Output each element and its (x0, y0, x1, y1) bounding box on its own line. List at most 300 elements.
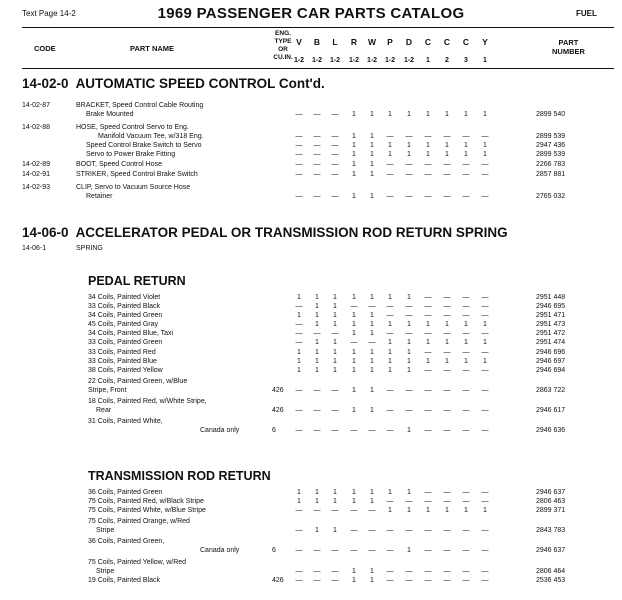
vehicle-usage-mark: 1 (352, 358, 356, 365)
part-number: 2863 722 (536, 387, 566, 394)
eng-type-line: CU.IN. (273, 54, 293, 61)
vehicle-usage-mark: — (443, 547, 451, 554)
vehicle-usage-mark: — (331, 330, 339, 337)
vehicle-usage-mark: 1 (352, 407, 356, 414)
vehicle-usage-mark: 1 (483, 151, 487, 158)
vehicle-usage-mark: — (443, 312, 451, 319)
vehicle-usage-mark: — (405, 312, 413, 319)
vehicle-usage-mark: 1 (370, 321, 374, 328)
vehicle-letter: D (405, 37, 413, 47)
vehicle-usage-mark: 1 (333, 312, 337, 319)
vehicle-usage-mark: — (295, 407, 303, 414)
vehicle-usage-mark: 1 (407, 339, 411, 346)
section-tag: FUEL (576, 9, 597, 18)
vehicle-usage-mark: — (313, 161, 321, 168)
vehicle-letter: P (387, 37, 393, 47)
vehicle-usage-mark: 1 (407, 349, 411, 356)
vehicle-usage-mark: 1 (333, 498, 337, 505)
vehicle-usage-mark: 1 (464, 321, 468, 328)
vehicle-usage-mark: 1 (333, 294, 337, 301)
vehicle-usage-mark: — (295, 568, 303, 575)
vehicle-usage-mark: — (481, 568, 489, 575)
table-row (0, 406, 622, 416)
vehicle-usage-mark: 1 (445, 339, 449, 346)
vehicle-usage-mark: 1 (388, 111, 392, 118)
vehicle-usage-mark: — (313, 111, 321, 118)
vehicle-usage-mark: — (386, 387, 394, 394)
vehicle-usage-mark: — (481, 387, 489, 394)
vehicle-letter: W (367, 37, 377, 47)
vehicle-usage-mark: — (405, 330, 413, 337)
part-description: Manifold Vacuum Tee, w/318 Eng. (98, 133, 204, 140)
vehicle-usage-mark: — (462, 577, 470, 584)
vehicle-usage-mark: 1 (352, 489, 356, 496)
vehicle-usage-mark: 1 (483, 111, 487, 118)
vehicle-usage-mark: 1 (407, 151, 411, 158)
part-number: 2946 617 (536, 407, 566, 414)
section-heading-14-02-0 (22, 76, 325, 91)
vehicle-usage-mark: 1 (370, 387, 374, 394)
vehicle-usage-mark: — (424, 367, 432, 374)
vehicle-usage-mark: 1 (426, 142, 430, 149)
vehicle-usage-mark: — (313, 133, 321, 140)
vehicle-usage-mark: 1 (315, 367, 319, 374)
vehicle-usage-mark: 1 (426, 339, 430, 346)
vehicle-usage-mark: — (481, 407, 489, 414)
vehicle-usage-mark: 1 (315, 498, 319, 505)
vehicle-usage-mark: — (481, 547, 489, 554)
vehicle-usage-mark: — (443, 193, 451, 200)
vehicle-usage-mark: — (368, 527, 376, 534)
vehicle-usage-mark: 1 (445, 321, 449, 328)
vehicle-usage-mark: 1 (483, 321, 487, 328)
vehicle-usage-mark: — (481, 303, 489, 310)
vehicle-usage-mark: — (462, 312, 470, 319)
vehicle-usage-mark: — (443, 330, 451, 337)
vehicle-usage-mark: 1 (407, 321, 411, 328)
vehicle-usage-mark: 1 (333, 367, 337, 374)
vehicle-usage-mark: 1 (297, 358, 301, 365)
vehicle-usage-mark: 1 (464, 507, 468, 514)
part-number: 2899 371 (536, 507, 566, 514)
vehicle-usage-mark: — (313, 568, 321, 575)
table-row (0, 506, 622, 516)
section-heading-14-06-0 (22, 225, 508, 240)
vehicle-usage-mark: — (424, 294, 432, 301)
vehicle-usage-mark: — (313, 193, 321, 200)
vehicle-usage-mark: — (295, 133, 303, 140)
vehicle-usage-mark: — (386, 312, 394, 319)
part-description: Rear (96, 407, 112, 414)
vehicle-usage-mark: — (462, 161, 470, 168)
vehicle-usage-mark: 1 (315, 349, 319, 356)
table-row (0, 386, 622, 396)
vehicle-usage-mark: — (386, 171, 394, 178)
part-description: Servo to Power Brake Fitting (86, 151, 176, 158)
vehicle-usage-mark: 1 (352, 367, 356, 374)
part-name-column-header: PART NAME (130, 44, 175, 53)
vehicle-usage-mark: 1 (483, 507, 487, 514)
part-number: 2946 695 (536, 303, 566, 310)
part-number: 2951 472 (536, 330, 566, 337)
vehicle-usage-mark: — (481, 312, 489, 319)
vehicle-usage-mark: — (386, 330, 394, 337)
vehicle-usage-mark: — (386, 303, 394, 310)
vehicle-usage-mark: 1 (407, 427, 411, 434)
vehicle-usage-mark: — (443, 407, 451, 414)
vehicle-usage-mark: 1 (388, 321, 392, 328)
vehicle-usage-mark: — (350, 339, 358, 346)
vehicle-series: 2 (445, 57, 449, 64)
vehicle-usage-mark: — (368, 303, 376, 310)
vehicle-usage-mark: — (405, 577, 413, 584)
part-number: 2857 881 (536, 171, 566, 178)
vehicle-series: 1-2 (403, 57, 415, 64)
vehicle-usage-mark: 1 (297, 294, 301, 301)
vehicle-usage-mark: — (462, 547, 470, 554)
part-description: BOOT, Speed Control Hose (76, 161, 162, 168)
vehicle-usage-mark: — (462, 171, 470, 178)
part-description: 31 Coils, Painted White, (88, 418, 163, 425)
table-row (0, 110, 622, 120)
table-row (0, 546, 622, 556)
vehicle-usage-mark: — (405, 133, 413, 140)
part-number: 2536 453 (536, 577, 566, 584)
part-description: Brake Mounted (86, 111, 134, 118)
vehicle-usage-mark: — (443, 294, 451, 301)
part-number: 2806 464 (536, 568, 566, 575)
vehicle-usage-mark: — (424, 407, 432, 414)
vehicle-usage-mark: 1 (352, 498, 356, 505)
table-row (0, 338, 622, 348)
vehicle-usage-mark: — (295, 193, 303, 200)
part-description: 34 Coils, Painted Blue, Taxi (88, 330, 174, 337)
vehicle-usage-mark: — (443, 427, 451, 434)
part-description: 36 Coils, Painted Green, (88, 538, 165, 545)
vehicle-usage-mark: 1 (297, 349, 301, 356)
vehicle-usage-mark: — (368, 427, 376, 434)
engine-type: 6 (272, 547, 276, 554)
vehicle-usage-mark: — (405, 407, 413, 414)
vehicle-usage-mark: — (386, 568, 394, 575)
vehicle-usage-mark: — (331, 577, 339, 584)
vehicle-usage-mark: — (331, 151, 339, 158)
part-description: 33 Coils, Painted Black (88, 303, 160, 310)
vehicle-usage-mark: — (481, 133, 489, 140)
vehicle-usage-mark: — (295, 507, 303, 514)
vehicle-usage-mark: — (295, 330, 303, 337)
part-description: Canada only (200, 547, 240, 554)
table-row (0, 426, 622, 436)
vehicle-usage-mark: — (331, 133, 339, 140)
vehicle-usage-mark: — (295, 151, 303, 158)
vehicle-usage-mark: — (481, 193, 489, 200)
vehicle-usage-mark: — (350, 507, 358, 514)
table-row (0, 170, 622, 180)
vehicle-usage-mark: — (295, 303, 303, 310)
vehicle-usage-mark: 1 (426, 111, 430, 118)
vehicle-usage-mark: 1 (352, 193, 356, 200)
vehicle-usage-mark: — (386, 547, 394, 554)
vehicle-usage-mark: 1 (407, 489, 411, 496)
vehicle-usage-mark: 1 (297, 367, 301, 374)
vehicle-usage-mark: 1 (464, 358, 468, 365)
vehicle-usage-mark: — (405, 498, 413, 505)
vehicle-usage-mark: — (295, 577, 303, 584)
vehicle-usage-mark: 1 (388, 367, 392, 374)
vehicle-usage-mark: — (481, 171, 489, 178)
vehicle-usage-mark: — (424, 498, 432, 505)
vehicle-usage-mark: — (313, 577, 321, 584)
vehicle-usage-mark: — (331, 193, 339, 200)
vehicle-usage-mark: 1 (388, 142, 392, 149)
vehicle-letter: L (332, 37, 338, 47)
vehicle-usage-mark: — (295, 171, 303, 178)
part-description: 36 Coils, Painted Green (88, 489, 163, 496)
part-description: Stripe (96, 527, 115, 534)
vehicle-usage-mark: — (443, 387, 451, 394)
part-description: 75 Coils, Painted Orange, w/Red (88, 518, 190, 525)
vehicle-usage-mark: — (313, 547, 321, 554)
vehicle-usage-mark: — (481, 349, 489, 356)
vehicle-usage-mark: — (462, 427, 470, 434)
part-description: 22 Coils, Painted Green, w/Blue (88, 378, 188, 385)
vehicle-usage-mark: 1 (315, 489, 319, 496)
part-number: 2946 697 (536, 358, 566, 365)
vehicle-usage-mark: — (443, 568, 451, 575)
vehicle-usage-mark: — (462, 193, 470, 200)
vehicle-usage-mark: 1 (352, 161, 356, 168)
eng-type-line: TYPE (274, 38, 292, 45)
part-description: CLIP, Servo to Vacuum Source Hose (76, 184, 191, 191)
vehicle-usage-mark: — (295, 387, 303, 394)
vehicle-usage-mark: — (350, 527, 358, 534)
vehicle-usage-mark: — (331, 161, 339, 168)
vehicle-usage-mark: 1 (407, 294, 411, 301)
vehicle-usage-mark: 1 (370, 161, 374, 168)
vehicle-usage-mark: 1 (352, 349, 356, 356)
vehicle-usage-mark: 1 (315, 312, 319, 319)
part-description: Speed Control Brake Switch to Servo (86, 142, 202, 149)
vehicle-usage-mark: 1 (407, 111, 411, 118)
vehicle-usage-mark: 1 (315, 527, 319, 534)
part-number: 2806 463 (536, 498, 566, 505)
vehicle-usage-mark: — (295, 527, 303, 534)
part-number: 2899 540 (536, 111, 566, 118)
part-description: 33 Coils, Painted Blue (88, 358, 157, 365)
vehicle-usage-mark: — (462, 527, 470, 534)
part-number: 2946 694 (536, 367, 566, 374)
vehicle-usage-mark: 1 (370, 151, 374, 158)
catalog-title: 1969 PASSENGER CAR PARTS CATALOG (157, 5, 465, 22)
vehicle-usage-mark: — (424, 577, 432, 584)
vehicle-usage-mark: — (295, 321, 303, 328)
vehicle-usage-mark: — (368, 339, 376, 346)
part-number: 2951 471 (536, 312, 566, 319)
vehicle-usage-mark: 1 (407, 142, 411, 149)
vehicle-usage-mark: — (331, 507, 339, 514)
vehicle-usage-mark: 1 (315, 294, 319, 301)
vehicle-usage-mark: — (405, 387, 413, 394)
part-number: 2899 539 (536, 133, 566, 140)
vehicle-usage-mark: — (462, 407, 470, 414)
vehicle-usage-mark: — (386, 527, 394, 534)
vehicle-usage-mark: 1 (464, 111, 468, 118)
table-row (0, 366, 622, 376)
item-code: 14-02-91 (22, 171, 51, 178)
vehicle-usage-mark: — (443, 367, 451, 374)
vehicle-usage-mark: — (368, 507, 376, 514)
engine-type: 426 (272, 407, 284, 414)
vehicle-usage-mark: 1 (445, 151, 449, 158)
section-number: 14-02-0 (22, 76, 69, 91)
vehicle-usage-mark: — (295, 161, 303, 168)
vehicle-usage-mark: — (424, 330, 432, 337)
vehicle-usage-mark: 1 (483, 358, 487, 365)
vehicle-usage-mark: — (313, 171, 321, 178)
part-number: 2946 637 (536, 489, 566, 496)
section-title: AUTOMATIC SPEED CONTROL Cont'd. (75, 76, 325, 91)
vehicle-letter: C (424, 37, 432, 47)
vehicle-usage-mark: 1 (483, 339, 487, 346)
vehicle-usage-mark: — (424, 489, 432, 496)
engine-type: 426 (272, 387, 284, 394)
vehicle-usage-mark: 1 (352, 151, 356, 158)
vehicle-usage-mark: 1 (315, 339, 319, 346)
part-description: 33 Coils, Painted Red (88, 349, 156, 356)
vehicle-usage-mark: — (331, 111, 339, 118)
vehicle-usage-mark: 1 (370, 489, 374, 496)
vehicle-usage-mark: — (386, 407, 394, 414)
vehicle-usage-mark: — (405, 303, 413, 310)
vehicle-usage-mark: 1 (370, 294, 374, 301)
vehicle-usage-mark: — (405, 193, 413, 200)
vehicle-usage-mark: — (368, 547, 376, 554)
table-row (0, 160, 622, 170)
part-number: 2843 783 (536, 527, 566, 534)
vehicle-usage-mark: — (424, 527, 432, 534)
vehicle-usage-mark: 1 (388, 489, 392, 496)
vehicle-usage-mark: — (424, 303, 432, 310)
vehicle-usage-mark: — (481, 489, 489, 496)
vehicle-usage-mark: — (443, 303, 451, 310)
vehicle-usage-mark: 1 (352, 321, 356, 328)
vehicle-usage-mark: 1 (426, 358, 430, 365)
vehicle-usage-mark: — (462, 349, 470, 356)
vehicle-usage-mark: — (386, 133, 394, 140)
vehicle-usage-mark: 1 (464, 339, 468, 346)
vehicle-usage-mark: — (443, 498, 451, 505)
vehicle-usage-mark: — (313, 407, 321, 414)
vehicle-usage-mark: 1 (445, 142, 449, 149)
vehicle-letter: C (443, 37, 451, 47)
vehicle-usage-mark: 1 (426, 151, 430, 158)
vehicle-usage-mark: — (350, 547, 358, 554)
vehicle-usage-mark: — (424, 349, 432, 356)
vehicle-usage-mark: — (331, 407, 339, 414)
vehicle-usage-mark: — (386, 427, 394, 434)
vehicle-usage-mark: 1 (388, 294, 392, 301)
vehicle-usage-mark: 1 (407, 358, 411, 365)
vehicle-usage-mark: — (424, 427, 432, 434)
part-description: 38 Coils, Painted Yellow (88, 367, 163, 374)
vehicle-usage-mark: 1 (370, 111, 374, 118)
part-description: 34 Coils, Painted Violet (88, 294, 161, 301)
vehicle-usage-mark: 1 (370, 568, 374, 575)
vehicle-usage-mark: — (462, 498, 470, 505)
vehicle-usage-mark: 1 (333, 339, 337, 346)
vehicle-usage-mark: — (331, 568, 339, 575)
item-code: 14-02-89 (22, 161, 51, 168)
vehicle-usage-mark: 1 (388, 151, 392, 158)
subheading-pedal-return: PEDAL RETURN (88, 274, 186, 288)
vehicle-usage-mark: 1 (333, 358, 337, 365)
vehicle-usage-mark: 1 (315, 303, 319, 310)
vehicle-usage-mark: 1 (333, 303, 337, 310)
part-description: Stripe (96, 568, 115, 575)
vehicle-usage-mark: 1 (445, 507, 449, 514)
vehicle-usage-mark: 1 (370, 367, 374, 374)
vehicle-usage-mark: 1 (426, 321, 430, 328)
vehicle-letter: V (296, 37, 302, 47)
part-description: 75 Coils, Painted Yellow, w/Red (88, 559, 187, 566)
vehicle-usage-mark: — (424, 133, 432, 140)
vehicle-usage-mark: — (424, 547, 432, 554)
section-number: 14-06-0 (22, 225, 69, 240)
vehicle-usage-mark: 1 (315, 358, 319, 365)
vehicle-usage-mark: — (313, 427, 321, 434)
vehicle-usage-mark: — (386, 577, 394, 584)
vehicle-usage-mark: — (405, 161, 413, 168)
vehicle-usage-mark: 1 (352, 387, 356, 394)
part-number: 2765 032 (536, 193, 566, 200)
vehicle-usage-mark: 1 (352, 171, 356, 178)
vehicle-usage-mark: — (443, 577, 451, 584)
vehicle-usage-mark: — (424, 387, 432, 394)
vehicle-usage-mark: — (424, 193, 432, 200)
vehicle-usage-mark: — (313, 151, 321, 158)
part-description: BRACKET, Speed Control Cable Routing (76, 102, 204, 109)
vehicle-usage-mark: — (331, 387, 339, 394)
part-description: 75 Coils, Painted Red, w/Black Stripe (88, 498, 204, 505)
vehicle-usage-mark: 1 (370, 407, 374, 414)
vehicle-letter: C (462, 37, 470, 47)
vehicle-usage-mark: — (443, 349, 451, 356)
vehicle-usage-mark: 1 (352, 312, 356, 319)
table-row (0, 526, 622, 536)
vehicle-usage-mark: 1 (370, 358, 374, 365)
vehicle-series: 1-2 (366, 57, 378, 64)
vehicle-usage-mark: — (481, 330, 489, 337)
item-code: 14-02-93 (22, 184, 51, 191)
part-description: 33 Coils, Painted Green (88, 339, 163, 346)
vehicle-usage-mark: — (313, 330, 321, 337)
vehicle-usage-mark: — (481, 367, 489, 374)
vehicle-usage-mark: 1 (352, 111, 356, 118)
vehicle-usage-mark: 1 (333, 349, 337, 356)
vehicle-usage-mark: — (350, 303, 358, 310)
eng-type-line: ENG. (275, 30, 291, 37)
vehicle-usage-mark: — (313, 387, 321, 394)
vehicle-usage-mark: 1 (370, 193, 374, 200)
vehicle-usage-mark: — (481, 577, 489, 584)
vehicle-usage-mark: — (462, 367, 470, 374)
vehicle-usage-mark: 1 (445, 111, 449, 118)
vehicle-usage-mark: 1 (388, 349, 392, 356)
vehicle-usage-mark: 1 (352, 133, 356, 140)
vehicle-usage-mark: 1 (370, 577, 374, 584)
part-description: SPRING (76, 245, 103, 252)
